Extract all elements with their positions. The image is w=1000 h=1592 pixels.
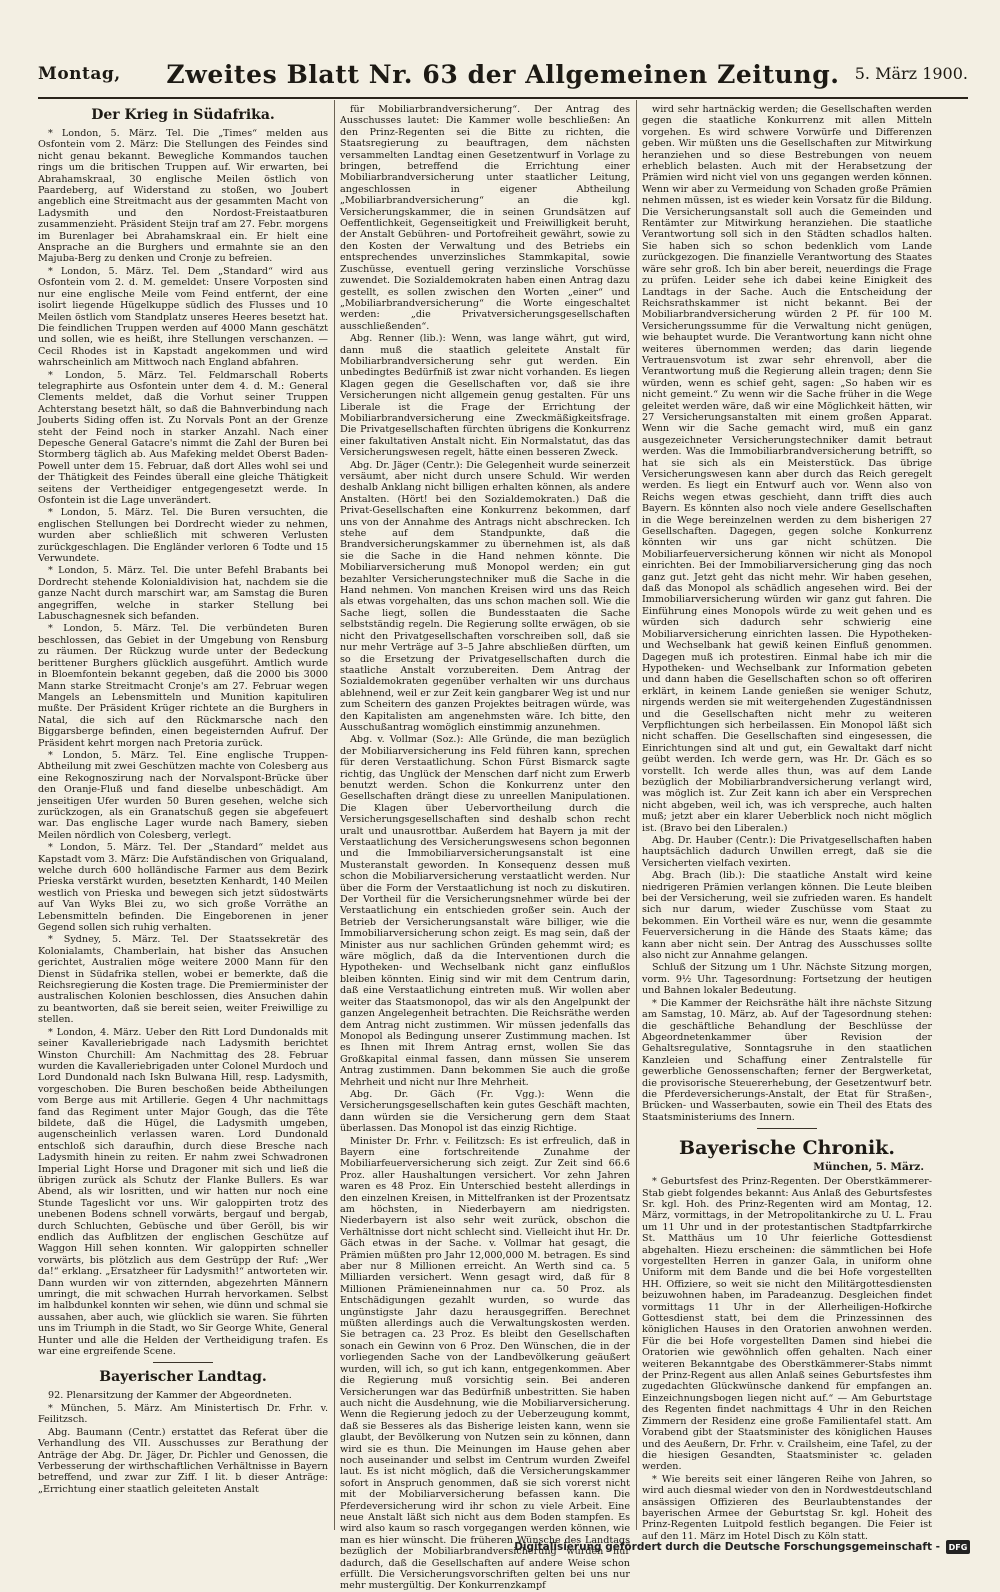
article-paragraph: * München, 5. März. Am Ministertisch Dr. Frhr. v. Feilitzsch. <box>38 1402 328 1426</box>
article-paragraph: Abg. Brach (lib.): Die staatliche Anstalt wird keine niedrigeren Prämien verlangen können. Die Leute bleiben bei der Versicherung, weil sie zufrieden waren. Es handelt sich nur darum, wieder Zuschüsse vom Staat zu bekommen. Ein Vortheil wäre es nur, wenn die gesammte Feuerversicherung in die Hände des Staats käme; das kann aber nicht sein. Der Antrag des Ausschusses sollte also nicht zur Annahme gelangen. <box>642 870 932 962</box>
article-paragraph: 92. Plenarsitzung der Kammer der Abgeordneten. <box>48 1390 292 1402</box>
dfg-logo: DFG <box>946 1540 970 1554</box>
col1-articles-2 <box>38 1390 328 1495</box>
masthead-title: Zweites Blatt Nr. 63 der Allgemeinen Zeitung. <box>166 60 840 89</box>
article-paragraph: Abg. Renner (lib.): Wenn, was lange währt, gut wird, dann muß die staatlich geleitete Anstalt für Mobiliarbrandversicherung sehr gut werden. Ein unbedingtes Bedürfniß ist zwar nicht vorhanden. Es liegen Klagen gegen die Gesellschaften vor, daß sie ihre Versicherungen nicht allgemein genug gestalten. Für uns Liberale ist die Frage der Errichtung der Mobiliarbrandversicherung eine Zweckmäßigkeitsfrage. Die Privatgesellschaften fürchten übrigens die Konkurrenz einer fakultativen Anstalt nicht. Ein Normalstatut, das das Versicherungswesen regelt, hätte einen besseren Zweck. <box>340 333 630 459</box>
article-paragraph: für Mobiliarbrandversicherung“. Der Antrag des Ausschusses lautet: Die Kammer wolle beschließen: An den Prinz-Regenten sei die Bitte zu richten, die Staatsregierung zu beauftragen, dem nächsten versammelten Landtag einen Gesetzentwurf in Vorlage zu bringen, betreffend die Errichtung einer Mobiliarbrandversicherung unter staatlicher Leitung, angeschlossen in eigener Abtheilung „Mobiliarbrandversicherung“ an die kgl. Versicherungskammer, die in seinen Grundsätzen auf Oeffentlichkeit, Gegenseitigkeit und Freiwilligkeit beruht, der Anstalt Gebühren- und Portofreiheit gewährt, sowie zu den Kosten der Verwaltung und des Betriebs ein entsprechendes unverzinsliches Stammkapital, sowie Zuschüsse, eventuell gering verzinsliche Vorschüsse zuwendet. Die Sozialdemokraten haben einen Antrag dazu gestellt, es sollen zwischen den Worten „einer“ und „Mobiliarbrandversicherung“ die Worte eingeschaltet werden: „die Privatversicherungsgesellschaften ausschließenden“. <box>340 104 630 332</box>
section-heading-chronik: Bayerische Chronik. <box>679 1137 895 1160</box>
article-paragraph: * Geburtsfest des Prinz-Regenten. Der Oberstkämmerer-Stab giebt folgendes bekannt: Aus Anlaß des Geburtsfestes Sr. kgl. Hoh. des Prinz-Regenten wird am Montag, 12. März, vormittags, in der Metropolitankirche zu U. L. Frau um 11 Uhr und in der protestantischen Stadtpfarrkirche St. Matthäus um 10 Uhr feierliche Gottesdienst abgehalten. Hiezu erscheinen: die sämmtlichen bei Hofe vorgestellten Herren in ganzer Gala, in uniform ohne Uniform mit dem Bande und die bei Hofe vorgestellten HH. Offiziere, so weit sie nicht den Militärgottesdiensten beizuwohnen haben, im Paradeanzug. Desgleichen findet vormittags 11 Uhr in der Allerheiligen-Hofkirche Gottesdienst statt, bei dem die Prinzessinnen des königlichen Hauses in den Oratorien anwohnen werden. Für die bei Hofe vorgestellten Damen sind hiebei die Oratorien wie gewöhnlich offen gehalten. Nach einer weiteren Bekanntgabe des Oberstkämmerer-Stabs nimmt der Prinz-Regent aus allen Anlaß seines Geburtsfestes ihm zugedachten Glückwünsche dankend für empfangen an. Einzeichnungsbogen liegen nicht auf.“ — Am Geburtstage des Regenten findet nachmittags 4 Uhr in den Reichen Zimmern der Residenz eine große Familientafel statt. Am Vorabend gibt der Staatsminister des königlichen Hauses und des Aeußern, Dr. Frhr. v. Crailsheim, eine Tafel, zu der die hiesigen Gesandten, Staatsminister ꝛc. geladen werden. <box>642 1176 932 1473</box>
column-divider <box>334 100 335 1530</box>
masthead-weekday: Montag, <box>38 64 121 84</box>
article-paragraph: * London, 5. März. Tel. Die verbündeten Buren beschlossen, das Gebiet in der Umgebung von Rensburg zu räumen. Der Rückzug wurde unter der Bedeckung berittener Burghers glücklich ausgeführt. Amtlich wurde in Bloemfontein bekannt gegeben, daß die 2000 bis 3000 Mann starke Streitmacht Cronje's am 27. Februar wegen Mangels an Lebensmitteln und Munition kapituliren mußte. Der Präsident Krüger richtete an die Burghers in Natal, die sich auf den Rückmarsche nach den Biggarsberge befinden, einen begeisternden Aufruf. Der Präsident kehrt morgen nach Pretoria zurück. <box>38 623 328 749</box>
article-paragraph: * Wie bereits seit einer längeren Reihe von Jahren, so wird auch diesmal wieder von den in Nordwestdeutschland ansässigen Offizieren des Beurlaubtenstandes der bayerischen Armee der Geburtstag Sr. kgl. Hoheit des Prinz-Regenten Luitpold festlich begangen. Die Feier ist auf den 11. März im Hotel Disch zu Köln statt. <box>642 1473 932 1542</box>
masthead-rule <box>38 97 968 99</box>
masthead <box>38 60 968 94</box>
column-1 <box>38 104 328 1529</box>
section-heading-krieg: Der Krieg in Südafrika. <box>91 107 275 123</box>
article-paragraph: * London, 5. März. Tel. Die „Times“ melden aus Osfontein vom 2. März: Die Stellungen des Feindes sind nicht genau bekannt. Bewegliche Kommandos tauchen rings um die britischen Truppen auf. Wir erwarten, bei Abrahamskraal, 30 englische Meilen östlich von Paardeberg, auf Widerstand zu stoßen, wo Joubert angeblich eine Streitmacht aus der gesammten Macht von Ladysmith und den Nordost-Freistaatburen zusammenzieht. Präsident Steijn traf am 27. Febr. morgens im Burenlager bei Abrahamskraal ein. Er hielt eine Ansprache an die Burghers und ermahnte sie an den Majuba-Berg zu denken und Cronje zu befreien. <box>38 128 328 265</box>
article-paragraph: * London, 5. März. Tel. Dem „Standard“ wird aus Osfontein vom 2. d. M. gemeldet: Unsere Vorposten sind nur eine englische Meile vom Feind entfernt, der eine isolirt liegende Hügelkuppe südlich des Flusses und 10 Meilen östlich vom Standplatz unseres Heeres besetzt hat. Die feindlichen Truppen werden auf 4000 Mann geschätzt und sollen, wie es heißt, ihre Stellungen verschanzen. — Cecil Rhodes ist in Kapstadt angekommen und wird wahrscheinlich am Mittwoch nach England abfahren. <box>38 265 328 369</box>
col3-articles-2 <box>642 1176 932 1542</box>
article-paragraph: * London, 5. März. Tel. Der „Standard“ meldet aus Kapstadt vom 3. März: Die Aufständischen von Griqualand, welche durch 600 holländische Farmer aus dem Bezirk Prieska verstärkt wurden, besetzten Kenhardt, 140 Meilen westlich von Prieska und bewegen sich jetzt südostwärts auf Van Wyks Blei zu, wo sich große Vorräthe an Lebensmitteln befinden. Die Eingeborenen in jener Gegend sollen sich ruhig verhalten. <box>38 842 328 934</box>
article-paragraph: Abg. Baumann (Centr.) erstattet das Referat über die Verhandlung des VII. Ausschusses zur Berathung der Anträge der Abg. Dr. Jäger, Dr. Pichler und Genossen, die Verbesserung der wirthschaftlichen Verhältnisse in Bayern betreffend, und zwar zur Ziff. I lit. b dieser Anträge: „Errichtung einer staatlich geleiteten Anstalt <box>38 1426 328 1495</box>
section-separator <box>757 1128 817 1129</box>
section-separator <box>153 1362 213 1363</box>
article-paragraph: Minister Dr. Frhr. v. Feilitzsch: Es ist erfreulich, daß in Bayern eine fortschreitende Zunahme der Mobiliarfeuerversicherung sich zeigt. Zur Zeit sind 66.6 Proz. aller Haushaltungen versichert. Vor zehn Jahren waren es 48 Proz. Ein Unterschied besteht allerdings in den einzelnen Kreisen, in Mittelfranken ist der Prozentsatz am höchsten, in Niederbayern am niedrigsten. Niederbayern ist also sehr weit zurück, obschon die Verhältnisse dort nicht schlecht sind. Vielleicht ihut Hr. Dr. Gäch etwas in der Sache. v. Vollmar hat gesagt, die Prämien müßten pro Jahr 12,000,000 M. betragen. Es sind aber nur 8 Millionen erreicht. An Werth sind ca. 5 Milliarden versichert. Wenn gesagt wird, daß für 8 Millionen Prämieneinnahmen nur ca. 50 Proz. als Entschädigungen gezahlt wurden, so wurde das ungünstigste Jahr dazu herausgegriffen. Berechnet müßten allerdings auch die Verwaltungskosten werden. Sie betragen ca. 23 Proz. Es bleibt den Gesellschaften sonach ein Gewinn von 6 Proz. Den Wünschen, die in der vorliegenden Sache von der Landbevölkerung geäußert wurden, will ich, so gut ich kann, entgegenkommen. Aber die Regierung muß vorsichtig sein. Bei anderen Versicherungen war das Bedürfniß unbestritten. Sie haben auch nicht die Ausdehnung, wie die Mobiliarversicherung. Wenn die Regierung jedoch zu der Ueberzeugung kommt, daß sie Besseres als das Bisherige leisten kann, wenn sie glaubt, der Bevölkerung von Nutzen sein zu können, dann wird sie es thun. Die Meinungen im Hause gehen aber noch auseinander und selbst im Centrum wurden Zweifel laut. Es ist nicht möglich, daß die Versicherungskammer sofort in Anspruch genommen, daß sie sich vorerst nicht mit der Mobiliarversicherung befassen kann. Die Pferdeversicherung wird ihr schon zu viele Arbeit. Eine neue Anstalt läßt sich nicht aus dem Boden stampfen. Es wird also kaum so rasch vorgegangen werden können, wie man es hier wünscht. Die früheren Wünsche des Landtags bezüglich der Mobiliarbrandversicherung wurden nur dadurch, daß die Gesellschaften auf andere Weise schon erfüllt. Die Versicherungsvorschriften gelten bei uns nur mehr mustergültig. Der Konkurrenzkampf <box>340 1135 630 1592</box>
article-paragraph: wird sehr hartnäckig werden; die Gesellschaften werden gegen die staatliche Konkurrenz mit allen Mitteln vorgehen. Es wird schwere Vorwürfe und Differenzen geben. Wir müßten uns die Gesellschaften zur Mitwirkung heranziehen und so diese Bestrebungen von neuem erheblich belasten. Auch mit der Herabsetzung der Prämien wird nicht viel von uns gegangen werden können. Wenn wir aber zu Vermeidung von Schaden große Prämien nehmen müssen, ist es wieder kein Vorsatz für die Bildung. Die Versicherungsanstalt soll auch die Gemeinden und Rentämter zur Mitwirkung heranziehen. Die staatliche Verantwortung soll sich in den Städten schadlos halten. Sie haben sich so schon bedenklich vom Lande zurückgezogen. Die finanzielle Verantwortung des Staates wäre sehr groß. Ich bin aber bereit, neuerdings die Frage zu prüfen. Leider sehe ich dabei keine Einigkeit des Landtags in der Sache. Auch die Entscheidung der Reichsrathskammer ist nicht bekannt. Bei der Mobiliarbrandversicherung würden 2 Pf. für 100 M. Versicherungssumme für die Verwaltung nicht genügen, wie behauptet wurde. Die Verantwortung kann nicht ohne weiteres übernommen werden; das darin liegende Vertrauensvotum ist zwar sehr ehrenvoll, aber die Verantwortung muß die Regierung allein tragen; denn Sie würden, wenn es schief geht, sagen: „So haben wir es nicht gemeint.“ Zu wenn wir die Sache früher in die Wege geleitet werden wäre, daß wir eine Möglichkeit hätten, wir 27 Versicherungsanstalten mit einem großen Apparat. Wenn wir die Sache gemacht wird, muß ein ganz ausgezeichneter Versicherungstechniker damit betraut werden. Was die Immobiliarbrandversicherung betrifft, so hat sie sich als ein Meisterstück. Das übrige Versicherungswesen kann aber durch das Reich geregelt werden. Es liegt ein Entwurf auch vor. Wenn also von Reichs wegen etwas geschieht, dann trifft dies auch Bayern. Es könnten also noch viele andere Gesellschaften in die Wege bereinzelnen werden zu dem bisherigen 27 Gesellschaften. Dagegen, gegen solche Konkurrenz könnten wir uns gar nicht schützen. Die Mobiliarfeuerversicherung können wir nicht als Monopol einrichten. Bei der Immobiliarversicherung ging das noch ganz gut. Jetzt geht das nicht mehr. Wir haben gesehen, daß das Monopol als schädlich angesehen wird. Bei der Immobiliarversicherung würden wir ganz gut fahren. Die Einführung eines Monopols würde zu weit gehen und es würden sich dadurch sehr schwierig eine Mobiliarversicherung einrichten lassen. Die Hypotheken- und Wechselbank hat gewiß keinen Einfluß genommen. Dagegen muß ich protestiren. Einmal habe ich mir die Hypotheken- und Wechselbank zur Information gebeten und dann haben die Gesellschaften schon so oft offeriren erklärt, in keinem Lande genießen sie weniger Schutz, nirgends werden sie mit weitergehenden Zugeständnissen und die Gesellschaften nicht mehr zu weiteren Verpflichtungen sich herbeilassen. Ein Monopol läßt sich nicht schaffen. Die Gesellschaften sind eingesessen, die Einrichtungen sind alt und gut, ein Gewaltakt darf nicht geübt werden. Ich werde gern, was Hr. Dr. Gäch es so vorstellt. Ich werde alles thun, was auf dem Lande bezüglich der Mobiliarbrandversicherung verlangt wird, was möglich ist. Zur Zeit kann ich aber ein Versprechen nicht abgeben, weil ich, was ich verspreche, auch halten muß; jetzt aber ein klarer Ueberblick noch nicht möglich ist. (Bravo bei den Liberalen.) <box>642 104 932 834</box>
article-paragraph: Abg. v. Vollmar (Soz.): Alle Gründe, die man bezüglich der Mobiliarversicherung ins Feld führen kann, sprechen für deren Verstaatlichung. Schon Fürst Bismarck sagte richtig, das Unglück der Menschen darf nicht zum Erwerb benutzt werden. Schon die Konkurrenz unter den Gesellschaften drängt diese zu unreellen Manipulationen. Die Klagen über Uebervortheilung durch die Versicherungsgesellschaften sind deshalb schon recht uralt und unausrottbar. Außerdem hat Bayern ja mit der Verstaatlichung des Versicherungswesens schon begonnen und die Immobiliarversicherungsanstalt ist eine Musteranstalt geworden. In Konsequenz dessen muß schon die Mobiliarversicherung verstaatlicht werden. Nur über die Form der Verstaatlichung ist noch zu diskutiren. Der Vortheil für die Versicherungsnehmer würde bei der Verstaatlichung ein entschieden großer sein. Auch der Betrieb der Versicherungsanstalt wäre billiger, wie die Immobiliarversicherung schon zeigt. Es mag sein, daß der Minister aus nur sachlichen Gründen gehemmt wird; es wäre möglich, daß da die Interventionen durch die Hypotheken- und Wechselbank nicht ganz einflußlos bleiben könnten. Einig sind wir mit dem Centrum darin, daß eine Verstaatlichung eintreten muß. Wir wollen aber weiter das Staatsmonopol, das wir als den Angelpunkt der ganzen Angelegenheit betrachten. Die Reichsräthe werden dem Antrag nicht zustimmen. Wir müssen jedenfalls das Monopol als Bedingung unserer Zustimmung machen. Ist es Ihnen mit Ihrem Antrag ernst, wollen Sie das Großkapital einmal fassen, dann müssen Sie unserem Antrag zustimmen. Dann bekommen Sie auch die große Mehrheit und nicht nur Ihre Mehrheit. <box>340 734 630 1088</box>
article-paragraph: * London, 4. März. Ueber den Ritt Lord Dundonalds mit seiner Kavalleriebrigade nach Ladysmith berichtet Winston Churchill: Am Nachmittag des 28. Februar wurden die Kavalleriebrigaden unter Colonel Murdoch und Lord Dundonald nach Iskn Bulwana Hill, resp. Ladysmith, vorgeschoben. Die Buren beschoßen beide Abtheilungen vom Berge aus mit Artillerie. Gegen 4 Uhr nachmittags fand das Regiment unter Major Gough, das die Tête bildete, daß die Hügel, die Ladysmith umgeben, augenscheinlich verlassen waren. Lord Dundonald entschloß sich daraufhin, durch diese Bresche nach Ladysmith hinein zu reiten. Er nahm zwei Schwadronen Imperial Light Horse und Dragoner mit sich und ließ die übrigen zurück als Schutz der Flanke Bullers. Es war Abend, als wir losritten, und wir hatten nur noch eine Stunde Tageslicht vor uns. Wir galoppirten trotz des unebenen Bodens schnell vorwärts, bergauf und bergab, durch Schluchten, Gebüsche und über Geröll, bis wir endlich das Aufblitzen der englischen Geschütze auf Waggon Hill sehen konnten. Wir galoppirten schneller vorwärts, bis plötzlich aus dem Gestrüpp der Ruf: „Wer da!“ erklang. „Ersatzheer für Ladysmith!“ antworteten wir. Dann wurden wir von zitternden, abgezehrten Männern umringt, die mit schwachen Hurrah hervorkamen. Selbst im halbdunkel konnten wir sehen, wie dünn und schmal sie aussahen, aber auch, wie glücklich sie waren. Sie führten uns im Triumph in die Stadt, wo Sir George White, General Hunter und alle die Helden der Vertheidigung trafen. Es war eine ergreifende Scene. <box>38 1026 328 1358</box>
col3-articles <box>642 104 932 1123</box>
article-paragraph: * London, 5. März. Tel. Eine englische Truppen-Abtheilung mit zwei Geschützen machte von Colesberg aus eine Rekognoszirung nach der Norvalspont-Brücke über den Oranje-Fluß und fand dieselbe unbeschädigt. Am jenseitigen Ufer wurden 50 Buren gesehen, welche sich zurückzogen, als ein Granatschuß gegen sie abgefeuert war. Das englische Lager wurde nach Bamery, sieben Meilen nördlich von Colesberg, verlegt. <box>38 749 328 841</box>
col2-articles <box>340 104 630 1592</box>
article-paragraph: Abg. Dr. Hauber (Centr.): Die Privatgesellschaften haben hauptsächlich dadurch Unwillen erregt, daß sie die Versicherten vielfach vexirten. <box>642 835 932 869</box>
article-paragraph: * Die Kammer der Reichsräthe hält ihre nächste Sitzung am Samstag, 10. März, ab. Auf der Tagesordnung stehen: die geschäftliche Behandlung der Beschlüsse der Abgeordnetenkammer über Revision der Gehaltsregulative, Sonntagsruhe in den staatlichen Kanzleien und Schaffung einer Zentralstelle für gewerbliche Genossenschaften; ferner der Bergwerketat, die provisorische Steuererhebung, der Gesetzentwurf betr. die Pferdeversicherungs-Anstalt, der Etat für Straßen-, Brücken- und Wasserbauten, sowie ein Theil des Etats des Staatsministeriums des Innern. <box>642 997 932 1123</box>
column-3 <box>642 104 932 1542</box>
masthead-date: 5. März 1900. <box>854 64 968 83</box>
credit-text: Digitalisierung gefördert durch die Deutsche Forschungsgemeinschaft - <box>514 1541 940 1553</box>
article-paragraph: * London, 5. März. Tel. Die Buren versuchten, die englischen Stellungen bei Dordrecht wieder zu nehmen, wurden aber schließlich mit schweren Verlusten zurückgeschlagen. Die Engländer verloren 6 Todte und 15 Verwundete. <box>38 507 328 565</box>
column-divider <box>636 100 637 1530</box>
article-paragraph: Abg. Dr. Jäger (Centr.): Die Gelegenheit wurde seinerzeit versäumt, aber nicht durch unsere Schuld. Wir werden deshalb Anklang nicht billigen erhalten können, als andere Anstalten. (Hört! bei den Sozialdemokraten.) Daß die Privat-Gesellschaften eine Konkurrenz bekommen, darf uns von der Annahme des Antrags nicht abschrecken. Ich stehe auf dem Standpunkte, daß die Brandversicherungskammer zu übernehmen ist, als daß sie die Sache in die Hand nehmen könnte. Die Mobiliarversicherung muß Monopol werden; ein gut bezahlter Versicherungstechniker muß die Sache in die Hand nehmen. Von manchen Kreisen wird uns das Reich als etwas vorgehalten, das uns schon machen soll. Wie die Sache liegt, sollen die Bundesstaaten die Sache selbstständig regeln. Die Regierung sollte erwägen, ob sie nicht den Privatgesellschaften vorschreiben soll, daß sie nur mehr Verträge auf 3–5 Jahre abschließen dürften, um so die Ersetzung der Privatgesellschaften durch die staatliche Anstalt vorzubereiten. Dem Antrag der Sozialdemokraten gegenüber verhalten wir uns durchaus ablehnend, weil er zur Zeit kein gangbarer Weg ist und nur zum Scheitern des ganzen Projektes beitragen würde, was den Kapitalisten am angenehmsten wäre. Ich bitte, den Ausschußantrag womöglich einstimmig anzunehmen. <box>340 459 630 733</box>
article-paragraph: * London, 5. März. Tel. Die unter Befehl Brabants bei Dordrecht stehende Kolonialdivision hat, nachdem sie die ganze Nacht durch marschirt war, am Samstag die Buren angegriffen, welche in starker Stellung bei Labuschagnesnek sich befanden. <box>38 565 328 623</box>
column-2 <box>340 104 630 1592</box>
article-paragraph: Schluß der Sitzung um 1 Uhr. Nächste Sitzung morgen, vorm. 9½ Uhr. Tagesordnung: Fortsetzung der heutigen und Bahnen lokaler Bedeutung. <box>642 962 932 997</box>
article-paragraph: Abg. Dr. Gäch (Fr. Vgg.): Wenn die Versicherungsgesellschaften kein gutes Geschäft machten, dann würden sie die Versicherung gern dem Staat überlassen. Das Monopol ist das einzig Richtige. <box>340 1088 630 1135</box>
article-paragraph: * London, 5. März. Tel. Feldmarschall Roberts telegraphirte aus Osfontein unter dem 4. d. M.: General Clements meldet, daß die Vorhut seiner Truppen Achterstang besetzt hält, so daß die Bahnverbindung nach Jouberts Siding offen ist. Zu Norvals Pont an der Grenze steht der Feind noch in starker Anzahl. Nach einer Depesche General Gatacre's nimmt die Zahl der Buren bei Stormberg täglich ab. Aus Mafeking meldet Oberst Baden-Powell unter dem 15. Februar, daß dort Alles wohl sei und der Thätigkeit des Feindes überall eine gleiche Thätigkeit seitens der Vertheidiger entgegengesetzt werde. In Osfontein ist die Lage unverändert. <box>38 369 328 506</box>
digitization-credit <box>514 1540 970 1554</box>
dateline: München, 5. März. <box>813 1161 924 1174</box>
section-heading-landtag: Bayerischer Landtag. <box>99 1369 267 1386</box>
col1-articles <box>38 128 328 1357</box>
article-paragraph: * Sydney, 5. März. Tel. Der Staatssekretär des Kolonialamts, Chamberlain, hat bisher das Ansuchen gerichtet, Australien möge weitere 2000 Mann für den Dienst in Südafrika stellen, wobei er bemerkte, daß die Reichsregierung die Kosten trage. Die Premierminister der australischen Kolonien beschlossen, dies Ansuchen dahin zu beantworten, daß sie bereit seien, weiter Freiwillige zu stellen. <box>38 934 328 1026</box>
